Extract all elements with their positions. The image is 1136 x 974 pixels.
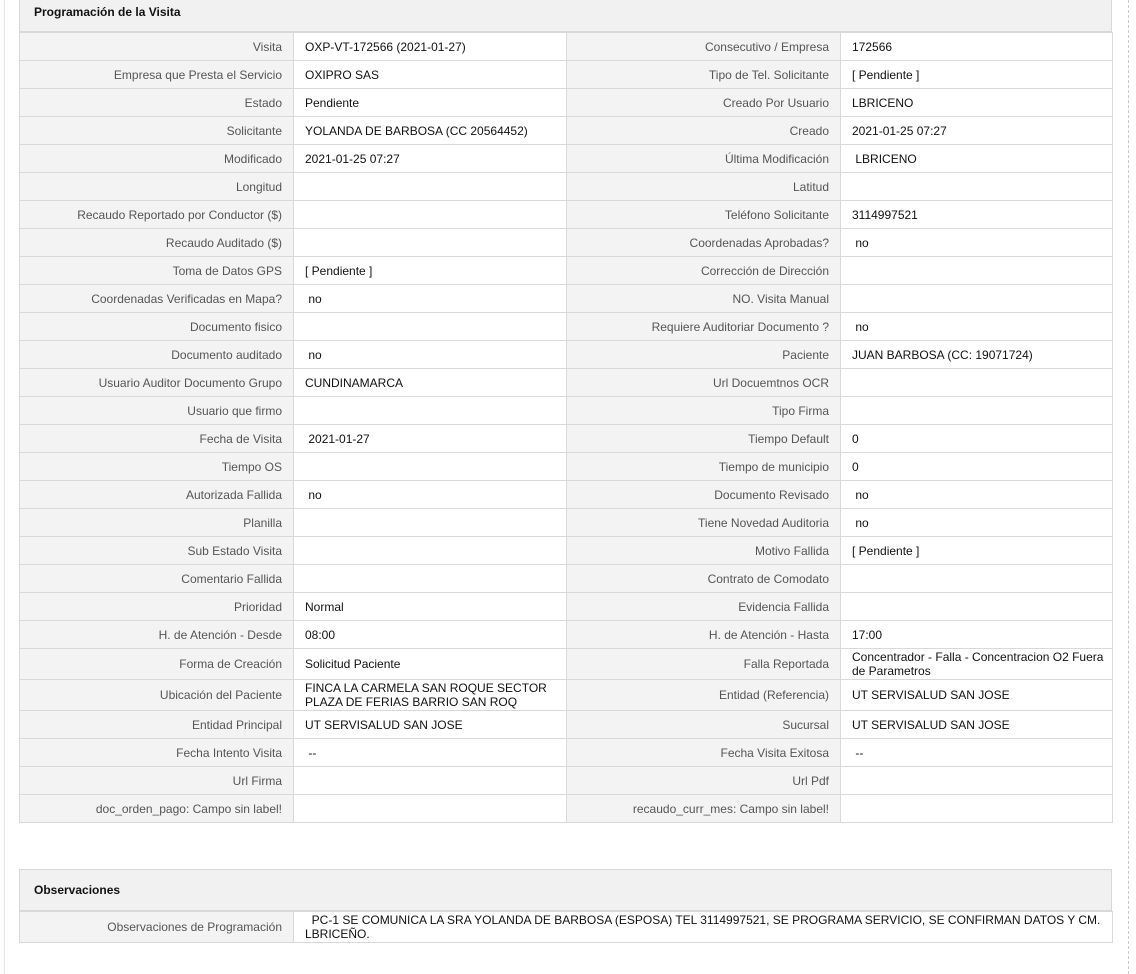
field-value <box>294 795 567 823</box>
field-value <box>294 173 567 201</box>
field-value <box>841 795 1113 823</box>
field-label: Autorizada Fallida <box>20 481 294 509</box>
field-label: Tiempo OS <box>20 453 294 481</box>
field-value: [ Pendiente ] <box>294 257 567 285</box>
field-value <box>294 453 567 481</box>
field-value <box>841 257 1113 285</box>
detail-row <box>20 453 1113 481</box>
field-value: 17:00 <box>841 621 1113 649</box>
field-label: Prioridad <box>20 593 294 621</box>
field-label: Visita <box>20 33 294 61</box>
field-value <box>841 767 1113 795</box>
observations-panel <box>19 869 1112 943</box>
detail-row <box>20 509 1113 537</box>
visit-details-table <box>19 32 1113 823</box>
field-value <box>294 313 567 341</box>
detail-row <box>20 313 1113 341</box>
field-value: 172566 <box>841 33 1113 61</box>
field-value <box>841 565 1113 593</box>
detail-row <box>20 397 1113 425</box>
detail-row <box>20 341 1113 369</box>
field-value: FINCA LA CARMELA SAN ROQUE SECTOR PLAZA DE FERIAS BARRIO SAN ROQ <box>294 680 567 711</box>
field-value: OXIPRO SAS <box>294 61 567 89</box>
field-value <box>294 229 567 257</box>
field-label: Recaudo Reportado por Conductor ($) <box>20 201 294 229</box>
detail-row <box>20 61 1113 89</box>
field-label: Corrección de Dirección <box>567 257 841 285</box>
observations-label: Observaciones de Programación <box>20 912 294 943</box>
field-label: Estado <box>20 89 294 117</box>
field-label: Motivo Fallida <box>567 537 841 565</box>
field-value: 2021-01-25 07:27 <box>841 117 1113 145</box>
field-value: no <box>294 285 567 313</box>
field-label: Url Pdf <box>567 767 841 795</box>
field-label: Usuario que firmo <box>20 397 294 425</box>
field-value: 2021-01-25 07:27 <box>294 145 567 173</box>
observations-row <box>20 912 1113 943</box>
detail-row <box>20 369 1113 397</box>
field-value: UT SERVISALUD SAN JOSE <box>294 711 567 739</box>
field-value: 08:00 <box>294 621 567 649</box>
field-label: Tiene Novedad Auditoria <box>567 509 841 537</box>
field-value: Concentrador - Falla - Concentracion O2 Fuera de Parametros <box>841 649 1113 680</box>
field-value: [ Pendiente ] <box>841 537 1113 565</box>
field-label: Requiere Auditoriar Documento ? <box>567 313 841 341</box>
field-label: Tipo de Tel. Solicitante <box>567 61 841 89</box>
field-label: Planilla <box>20 509 294 537</box>
field-value: LBRICENO <box>841 89 1113 117</box>
field-value: 0 <box>841 425 1113 453</box>
field-label: Falla Reportada <box>567 649 841 680</box>
field-label: Solicitante <box>20 117 294 145</box>
field-label: Contrato de Comodato <box>567 565 841 593</box>
field-label: Teléfono Solicitante <box>567 201 841 229</box>
page-left-border <box>4 0 5 974</box>
field-value: no <box>841 229 1113 257</box>
field-value: no <box>294 341 567 369</box>
field-value: -- <box>841 739 1113 767</box>
field-label: Coordenadas Aprobadas? <box>567 229 841 257</box>
field-value: CUNDINAMARCA <box>294 369 567 397</box>
field-value <box>294 767 567 795</box>
field-value: 3114997521 <box>841 201 1113 229</box>
field-label: Entidad (Referencia) <box>567 680 841 711</box>
field-value: JUAN BARBOSA (CC: 19071724) <box>841 341 1113 369</box>
detail-row <box>20 481 1113 509</box>
field-label: doc_orden_pago: Campo sin label! <box>20 795 294 823</box>
detail-row <box>20 680 1113 711</box>
field-label: Última Modificación <box>567 145 841 173</box>
field-value <box>841 593 1113 621</box>
field-value: no <box>294 481 567 509</box>
field-label: Tiempo Default <box>567 425 841 453</box>
detail-row <box>20 649 1113 680</box>
detail-row <box>20 285 1113 313</box>
field-label: Longitud <box>20 173 294 201</box>
field-value <box>841 285 1113 313</box>
field-label: Comentario Fallida <box>20 565 294 593</box>
field-label: Documento fisico <box>20 313 294 341</box>
detail-row <box>20 33 1113 61</box>
detail-row <box>20 593 1113 621</box>
field-label: Consecutivo / Empresa <box>567 33 841 61</box>
field-label: Tiempo de municipio <box>567 453 841 481</box>
field-label: Fecha Intento Visita <box>20 739 294 767</box>
field-value: no <box>841 313 1113 341</box>
field-value <box>294 397 567 425</box>
observations-value: PC-1 SE COMUNICA LA SRA YOLANDA DE BARBOSA (ESPOSA) TEL 3114997521, SE PROGRAMA SERVICIO, SE CONFIRMAN DATOS Y CM. LBRICEÑO. <box>294 912 1113 943</box>
field-value: UT SERVISALUD SAN JOSE <box>841 680 1113 711</box>
field-label: Forma de Creación <box>20 649 294 680</box>
detail-row <box>20 739 1113 767</box>
field-value: 2021-01-27 <box>294 425 567 453</box>
detail-row <box>20 145 1113 173</box>
detail-row <box>20 711 1113 739</box>
field-value: YOLANDA DE BARBOSA (CC 20564452) <box>294 117 567 145</box>
field-label: Recaudo Auditado ($) <box>20 229 294 257</box>
visit-scheduling-title: Programación de la Visita <box>19 0 1112 32</box>
field-value: OXP-VT-172566 (2021-01-27) <box>294 33 567 61</box>
field-label: Fecha Visita Exitosa <box>567 739 841 767</box>
field-value: Normal <box>294 593 567 621</box>
field-label: Documento auditado <box>20 341 294 369</box>
field-value <box>294 537 567 565</box>
field-value: 0 <box>841 453 1113 481</box>
field-label: Sub Estado Visita <box>20 537 294 565</box>
observations-title: Observaciones <box>19 869 1112 911</box>
detail-row <box>20 537 1113 565</box>
field-value: Solicitud Paciente <box>294 649 567 680</box>
field-value <box>294 565 567 593</box>
detail-row <box>20 767 1113 795</box>
field-label: Url Docuemtnos OCR <box>567 369 841 397</box>
detail-row <box>20 425 1113 453</box>
field-value <box>841 397 1113 425</box>
observations-table <box>19 911 1113 943</box>
field-label: Usuario Auditor Documento Grupo <box>20 369 294 397</box>
field-label: Ubicación del Paciente <box>20 680 294 711</box>
field-value: Pendiente <box>294 89 567 117</box>
field-label: Url Firma <box>20 767 294 795</box>
detail-row <box>20 565 1113 593</box>
field-label: Creado <box>567 117 841 145</box>
detail-row <box>20 621 1113 649</box>
field-value: no <box>841 481 1113 509</box>
field-label: Toma de Datos GPS <box>20 257 294 285</box>
field-label: Paciente <box>567 341 841 369</box>
field-label: Fecha de Visita <box>20 425 294 453</box>
field-value: LBRICENO <box>841 145 1113 173</box>
field-label: H. de Atención - Desde <box>20 621 294 649</box>
detail-row <box>20 117 1113 145</box>
field-label: Tipo Firma <box>567 397 841 425</box>
detail-row <box>20 229 1113 257</box>
detail-row <box>20 257 1113 285</box>
field-value: -- <box>294 739 567 767</box>
page-right-divider <box>1128 0 1129 974</box>
field-label: Entidad Principal <box>20 711 294 739</box>
field-label: Creado Por Usuario <box>567 89 841 117</box>
field-label: NO. Visita Manual <box>567 285 841 313</box>
field-value: no <box>841 509 1113 537</box>
field-label: Evidencia Fallida <box>567 593 841 621</box>
field-label: Sucursal <box>567 711 841 739</box>
field-value <box>294 509 567 537</box>
field-value <box>841 173 1113 201</box>
detail-row <box>20 89 1113 117</box>
field-label: Coordenadas Verificadas en Mapa? <box>20 285 294 313</box>
field-label: recaudo_curr_mes: Campo sin label! <box>567 795 841 823</box>
field-label: H. de Atención - Hasta <box>567 621 841 649</box>
field-label: Modificado <box>20 145 294 173</box>
field-label: Documento Revisado <box>567 481 841 509</box>
field-value <box>841 369 1113 397</box>
field-label: Empresa que Presta el Servicio <box>20 61 294 89</box>
visit-scheduling-panel <box>19 0 1112 823</box>
field-value: [ Pendiente ] <box>841 61 1113 89</box>
field-label: Latitud <box>567 173 841 201</box>
detail-row <box>20 795 1113 823</box>
detail-row <box>20 201 1113 229</box>
field-value <box>294 201 567 229</box>
detail-row <box>20 173 1113 201</box>
field-value: UT SERVISALUD SAN JOSE <box>841 711 1113 739</box>
